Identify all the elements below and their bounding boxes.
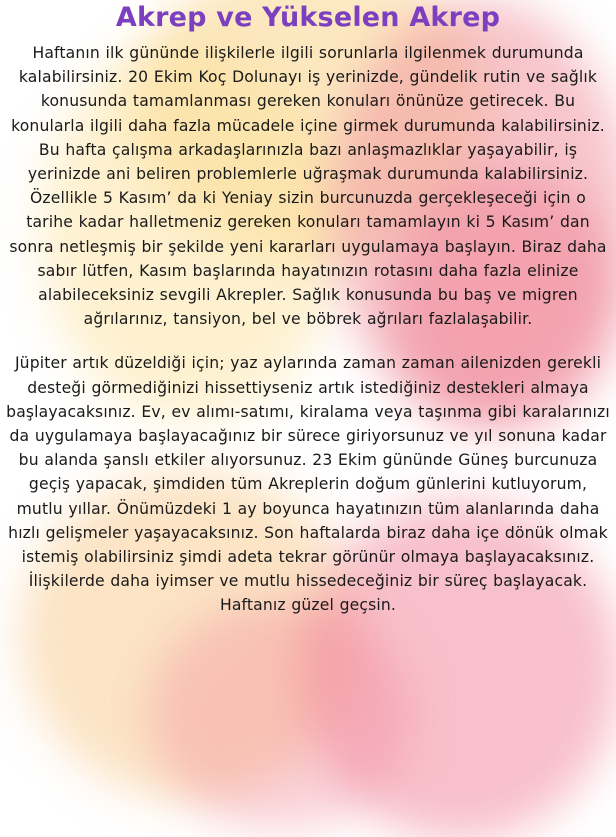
paragraph-1: Haftanın ilk gününde ilişkilerle ilgili sorunlarla ilgilenmek durumunda kalabilirsiniz. 20 Ekim Koç Dolunayı iş yerinizde, gündelik rutin ve sağlık konusunda tamamlanması gereken konuları önünüze getirecek. Bu konularla ilgili daha fazla mücadele içine girmek durumunda kalabilirsiniz. Bu hafta çalışma arkadaşlarınızla bazı anlaşmazlıklar yaşayabilir, iş yerinizde ani beliren problemlerle uğraşmak durumunda kalabilirsiniz. Özellikle 5 Kasım’ da ki Yeniay sizin burcunuzda gerçekleşeceği için o tarihe kadar halletmeniz gereken konuları tamamlayın ki 5 Kasım’ dan sonra netleşmiş bir şekilde yeni kararları uygulamaya başlayın. Biraz daha sabır lütfen, Kasım başlarında hayatınızın rotasını daha fazla elinize alabileceksiniz sevgili Akrepler. Sağlık konusunda bu baş ve migren ağrılarınız, tansiyon, bel ve böbrek ağrıları fazlalaşabilir. — [9, 44, 607, 329]
watercolor-blob — [150, 600, 410, 830]
paragraph-2: Jüpiter artık düzeldiği için; yaz aylarında zaman zaman ailenizden gerekli desteği görmediğinizi hissettiyseniz artık istediğiniz destekleri almaya başlayacaksınız. Ev, ev alımı-satımı, kiralama veya taşınma gibi karalarınızı da uygulamaya başlayacağınız bir sürece giriyorsunuz ve yıl sonuna kadar bu alanda şanslı etkiler alıyorsunuz. 23 Ekim gününde Güneş burcunuza geçiş yapacak, şimdiden tüm Akreplerin doğum günlerini kutluyorum, mutlu yıllar. Önümüzdeki 1 ay boyunca hayatınızın tüm alanlarında daha hızlı gelişmeler yaşayacaksınız. Son haftalarda biraz daha içe dönük olmak istemiş olabilirsiniz şimdi adeta tekrar görünür olmaya başlayacaksınız. İlişkilerde daha iyimser ve mutlu hissedeceğiniz bir süreç başlayacak. Haftanız güzel geçsin. — [6, 354, 610, 615]
page-title: Akrep ve Yükselen Akrep — [115, 2, 501, 33]
